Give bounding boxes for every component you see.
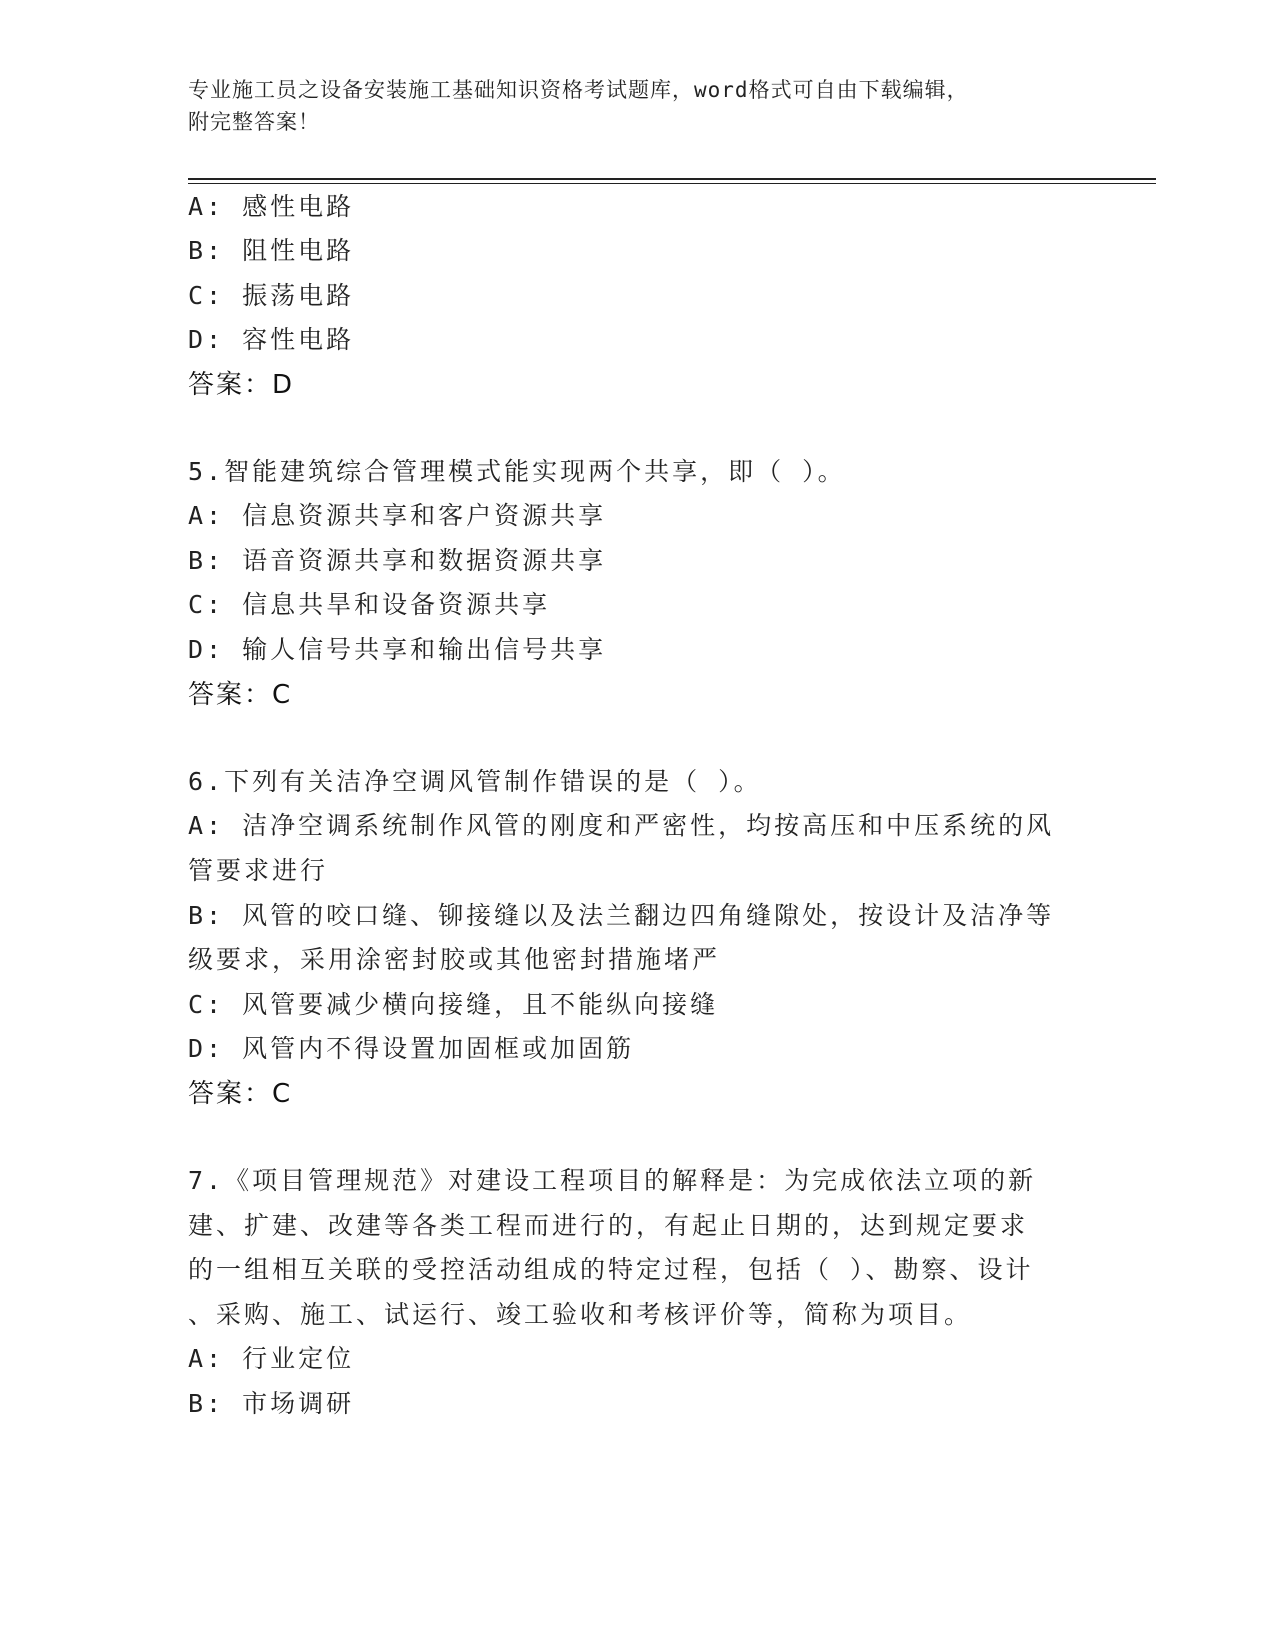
header-divider-thin: [188, 183, 1156, 184]
header-line-1: 专业施工员之设备安装施工基础知识资格考试题库，word格式可自由下载编辑，: [188, 78, 969, 102]
q7-option-b: B: 市场调研: [188, 1389, 355, 1418]
q7-stem-line-4: 、采购、施工、试运行、竣工验收和考核评价等，简称为项目。: [188, 1300, 973, 1329]
q6-answer: 答案：C: [188, 1079, 293, 1109]
q4-answer: 答案：D: [188, 370, 295, 400]
q6-stem: 6.下列有关洁净空调风管制作错误的是（ ）。: [188, 767, 762, 796]
header-divider-thick: [188, 178, 1156, 180]
document-header: [188, 74, 1068, 138]
q5-stem: 5.智能建筑综合管理模式能实现两个共享，即（ ）。: [188, 457, 846, 486]
q4-option-b: B: 阻性电路: [188, 236, 355, 265]
q5-option-b: B: 语音资源共享和数据资源共享: [188, 546, 607, 575]
q5-answer: 答案：C: [188, 680, 293, 710]
q5-option-c: C: 信息共旱和设备资源共享: [188, 590, 551, 619]
q7-stem-line-3: 的一组相互关联的受控活动组成的特定过程，包括（ ）、勘察、设计: [188, 1255, 1034, 1284]
q5-option-a: A: 信息资源共享和客户资源共享: [188, 501, 607, 530]
q4-option-c: C: 振荡电路: [188, 281, 355, 310]
q5-option-d: D: 输人信号共享和输出信号共享: [188, 635, 607, 664]
q6-option-d: D: 风管内不得设置加固框或加固筋: [188, 1034, 635, 1063]
q7-stem-line-2: 建、扩建、改建等各类工程而进行的，有起止日期的，达到规定要求: [188, 1211, 1029, 1240]
q6-option-b-line-1: B: 风管的咬口缝、铆接缝以及法兰翻边四角缝隙处，按设计及洁净等: [188, 901, 1055, 930]
q6-option-b-line-2: 级要求，采用涂密封胶或其他密封措施堵严: [188, 945, 721, 974]
header-line-2: 附完整答案！: [188, 110, 320, 134]
q6-option-a-line-1: A: 洁净空调系统制作风管的刚度和严密性，均按高压和中压系统的风: [188, 811, 1055, 840]
q4-option-d: D: 容性电路: [188, 325, 355, 354]
q4-option-a: A: 感性电路: [188, 192, 355, 221]
q7-option-a: A: 行业定位: [188, 1344, 355, 1373]
q7-stem-line-1: 7.《项目管理规范》对建设工程项目的解释是：为完成依法立项的新: [188, 1166, 1037, 1195]
q6-option-c: C: 风管要减少横向接缝，且不能纵向接缝: [188, 990, 719, 1019]
q6-option-a-line-2: 管要求进行: [188, 856, 329, 885]
